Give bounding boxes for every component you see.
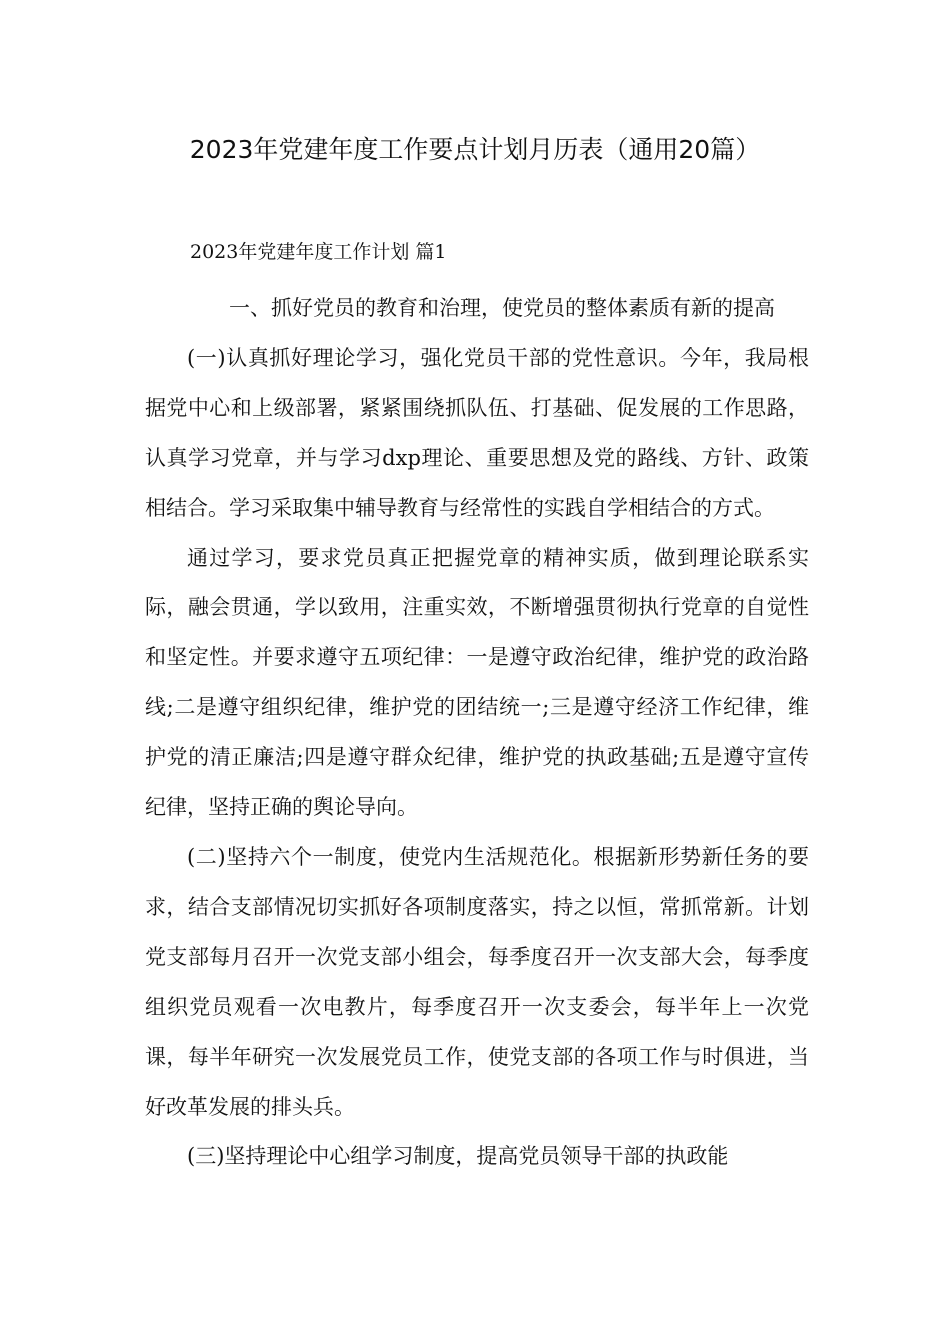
paragraph-heading: 一、抓好党员的教育和治理，使党员的整体素质有新的提高 bbox=[229, 296, 775, 320]
paragraph: 通过学习，要求党员真正把握党章的精神实质，做到理论联系实际，融会贯通，学以致用，注重实效，不断增强贯彻执行党章的自觉性和坚定性。并要求遵守五项纪律：一是遵守政治纪律，维护党的政治路线;二是遵守组织纪律，维护党的团结统一;三是遵守经济工作纪律，维护党的清正廉洁;四是遵守群众纪律，维护党的执政基础;五是遵守宣传纪律，坚持正确的舆论导向。 bbox=[145, 545, 809, 820]
paragraph: (三)坚持理论中心组学习制度，提高党员领导干部的执政能 bbox=[187, 1144, 729, 1169]
document-title: 2023年党建年度工作要点计划月历表（通用20篇） bbox=[189, 135, 761, 164]
paragraph: (一)认真抓好理论学习，强化党员干部的党性意识。今年，我局根据党中心和上级部署，紧紧围绕抓队伍、打基础、促发展的工作思路，认真学习党章，并与学习dxp理论、重要思想及党的路线、方针、政策相结合。学习采取集中辅导教育与经常性的实践自学相结合的方式。 bbox=[145, 345, 809, 520]
document-body bbox=[145, 284, 809, 1182]
paragraph: (二)坚持六个一制度，使党内生活规范化。根据新形势新任务的要求，结合支部情况切实抓好各项制度落实，持之以恒，常抓常新。计划党支部每月召开一次党支部小组会，每季度召开一次支部大会，每季度组织党员观看一次电教片，每季度召开一次支委会，每半年上一次党课，每半年研究一次发展党员工作，使党支部的各项工作与时俱进，当好改革发展的排头兵。 bbox=[145, 844, 809, 1119]
section-subtitle: 2023年党建年度工作计划 篇1 bbox=[190, 241, 447, 263]
